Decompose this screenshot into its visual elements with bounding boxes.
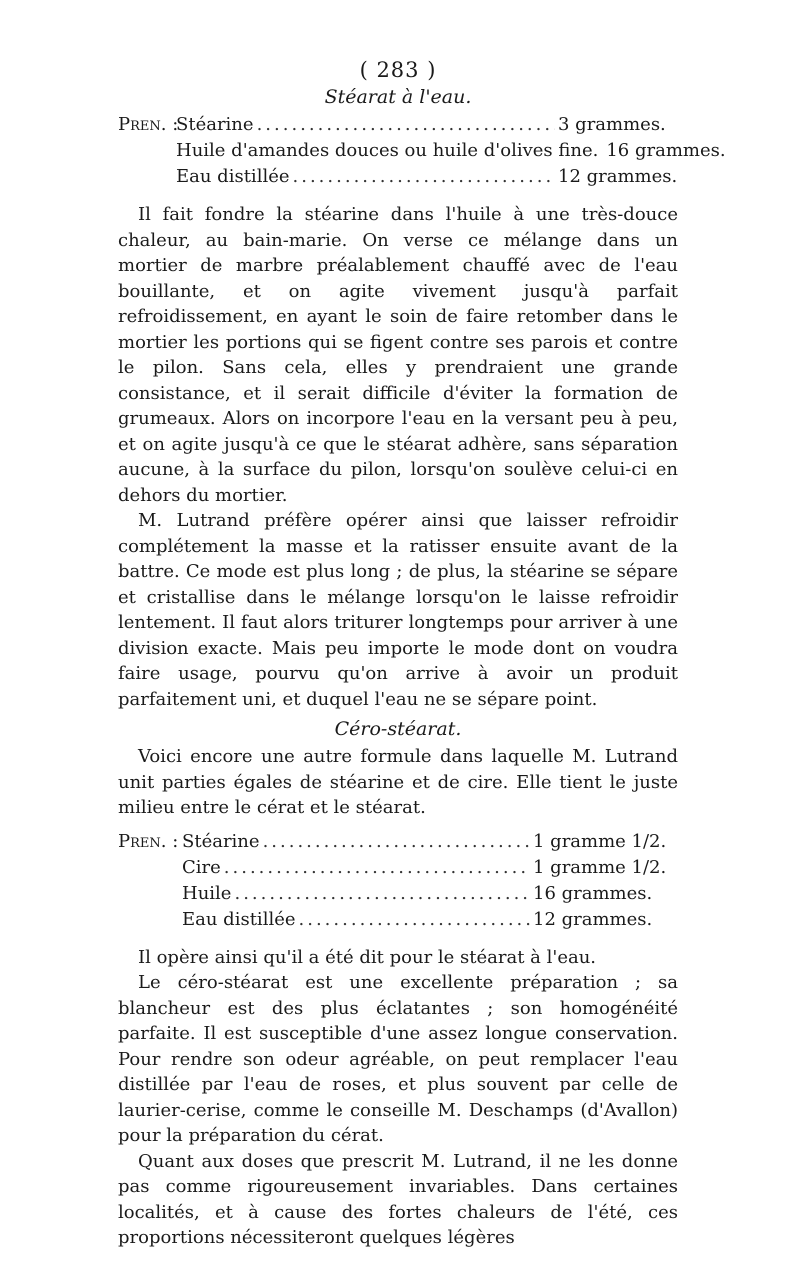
paragraph: M. Lutrand préfère opérer ainsi que laisser refroidir complétement la masse et la ratisser ensuite avant de la battre. Ce mode est plus long ; de plus, la stéarine se sépare et cristallise dans le mélange lorsqu'on le laisse refroidir lentement. Il faut alors triturer longtemps pour arriver à une division exacte. Mais peu importe le mode dont on voudra faire usage, pourvu qu'on arrive à avoir un produit parfaitement uni, et duquel l'eau ne se sépare point.: [118, 510, 678, 710]
ingredient-name: Huile: [182, 882, 232, 904]
recipe-row: [118, 855, 678, 881]
paragraph: Quant aux doses que prescrit M. Lutrand, il ne les donne pas comme rigoureusement invariables. Dans certaines localités, et à cause des fortes chaleurs de l'été, ces proportions nécessiteront quelques légères: [118, 1150, 678, 1248]
page-number: ( 283 ): [359, 58, 437, 82]
recipe-row: [118, 112, 678, 138]
recipe-row: [118, 138, 726, 164]
ingredient-quantity: 12 grammes.: [558, 166, 678, 187]
ingredient-name: Eau distillée: [182, 908, 296, 930]
ingredient-name: Huile d'amandes douces ou huile d'olives fine.: [176, 140, 599, 161]
recipe-row: [118, 881, 678, 907]
ingredient-quantity: 12 grammes.: [533, 908, 653, 930]
leader-dots: [224, 855, 530, 881]
paragraph: Il opère ainsi qu'il a été dit pour le stéarat à l'eau.: [138, 946, 597, 968]
leader-dots: [257, 112, 555, 138]
ingredient-quantity: 16 grammes.: [533, 882, 653, 904]
ingredient-quantity: 3 grammes.: [558, 114, 666, 135]
recipe-label: Pren. :: [118, 114, 179, 135]
paragraph: Il fait fondre la stéarine dans l'huile à une très-douce chaleur, au bain-marie. On verse ce mélange dans un mortier de marbre préalablement chauffé avec de l'eau bouillante, et on agite vivement jusqu'à parfait refroidissement, en ayant le soin de faire retomber dans le mortier les portions qui se figent contre ses parois et contre le pilon. Sans cela, elles y prendraient une grande consistance, et il serait difficile d'éviter la formation de grumeaux. Alors on incorpore l'eau en la versant peu à peu, et on agite jusqu'à ce que le stéarat adhère, sans séparation aucune, à la surface du pilon, lorsqu'on soulève celui-ci en dehors du mortier.: [118, 204, 678, 506]
recipe-label: Pren. :: [118, 830, 179, 852]
leader-dots: [263, 829, 530, 855]
leader-dots: [234, 881, 530, 907]
ingredient-quantity: 1 gramme 1/2.: [533, 830, 667, 852]
recipe-stearat: [118, 112, 726, 190]
recipe-row: [118, 907, 678, 933]
leader-dots: [299, 907, 530, 933]
section-title-cero-stearat: Céro-stéarat.: [334, 718, 462, 740]
ingredient-name: Eau distillée: [176, 166, 290, 187]
ingredient-quantity: 1 gramme 1/2.: [533, 856, 667, 878]
recipe-row: [118, 164, 678, 190]
paragraph: Le céro-stéarat est une excellente préparation ; sa blancheur est des plus éclatantes ; son homogénéité parfaite. Il est susceptible d'une assez longue conservation. Pour rendre son odeur agréable, on peut remplacer l'eau distillée par l'eau de roses, et plus souvent par celle de laurier-cerise, comme le conseille M. Deschamps (d'Avallon) pour la préparation du cérat.: [118, 972, 678, 1146]
ingredient-name: Stéarine: [176, 114, 254, 135]
paragraph: Voici encore une autre formule dans laquelle M. Lutrand unit parties égales de stéarine et de cire. Elle tient le juste milieu entre le cérat et le stéarat.: [118, 746, 678, 818]
leader-dots: [293, 164, 555, 190]
recipe-row: [118, 829, 678, 855]
section-title-stearat: Stéarat à l'eau.: [324, 86, 472, 108]
recipe-cero-stearat: [118, 829, 678, 933]
ingredient-quantity: 16 grammes.: [606, 140, 726, 161]
ingredient-name: Cire: [182, 856, 221, 878]
ingredient-name: Stéarine: [182, 830, 260, 852]
